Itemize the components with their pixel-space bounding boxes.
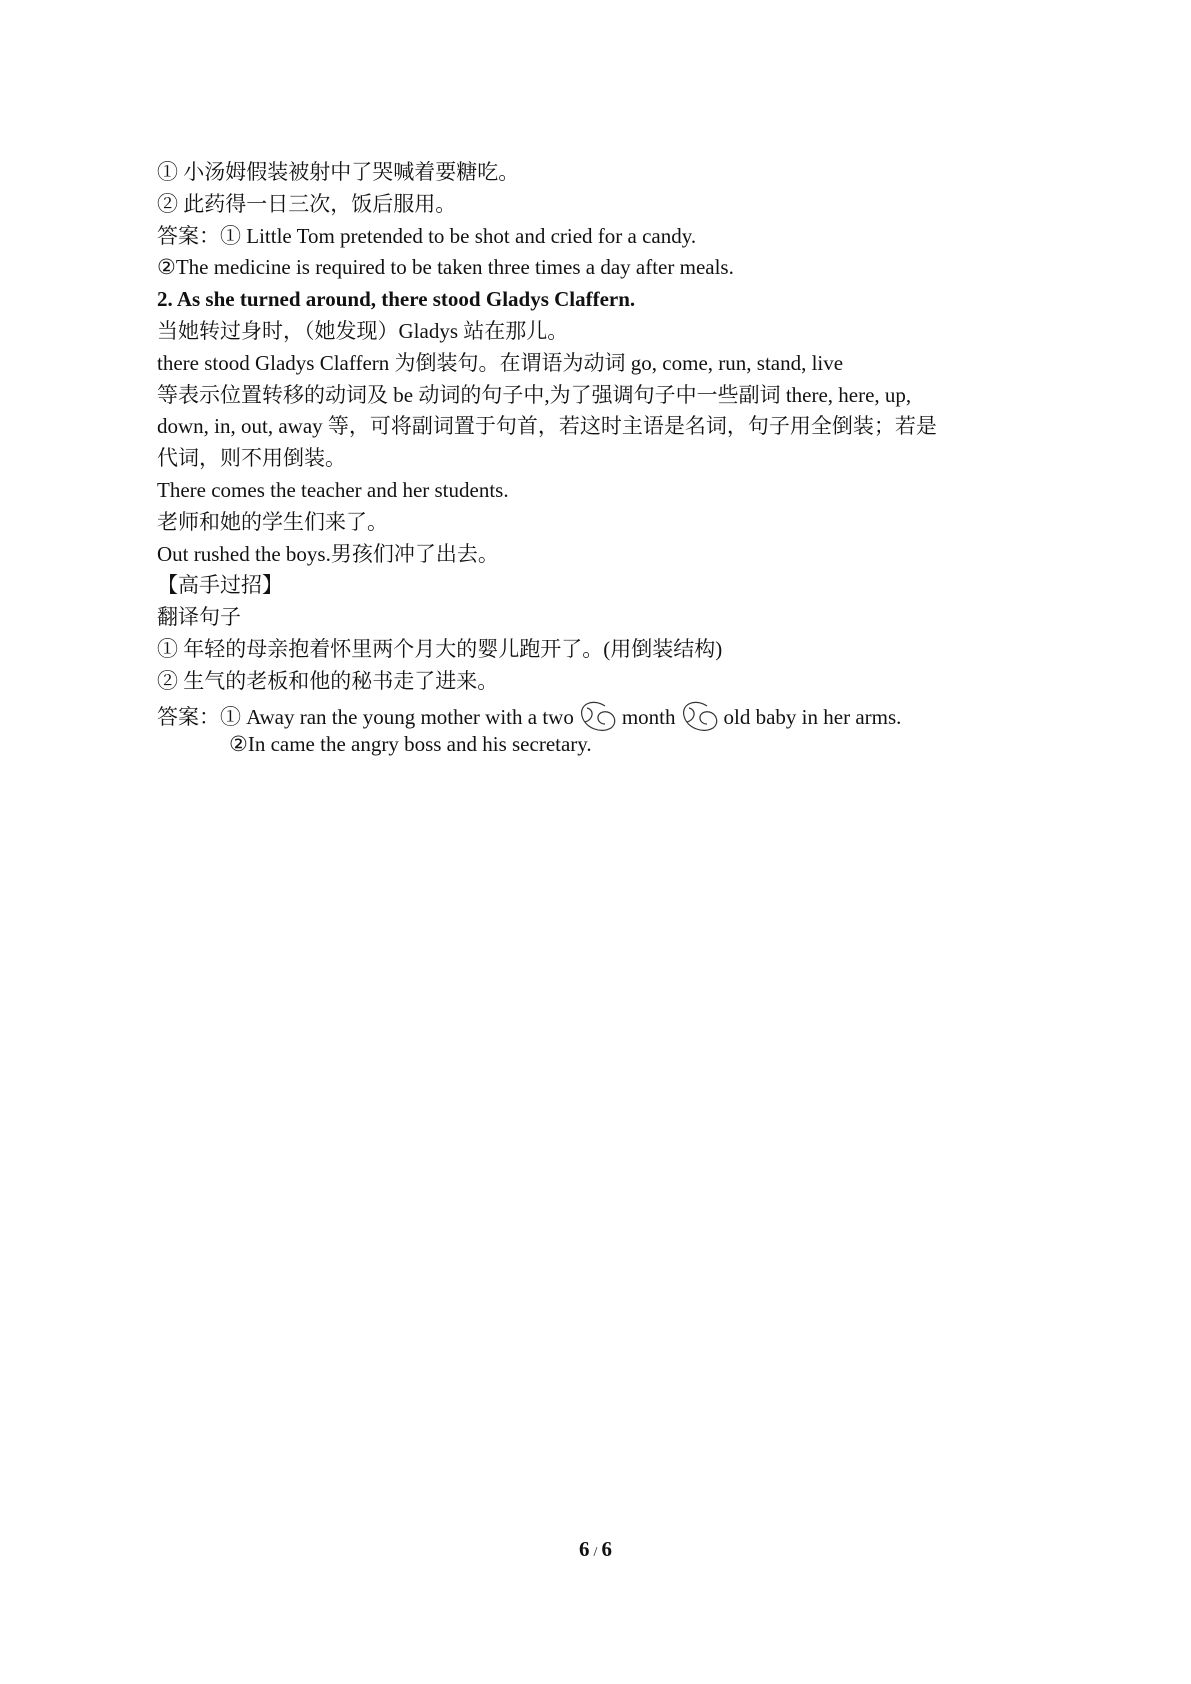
answer-line-2: ②The medicine is required to be taken three times a day after meals. (157, 255, 734, 280)
document-body (157, 157, 1057, 761)
explanation-line-3: down, in, out, away 等，可将副词置于句首，若这时主语是名词，句子用全倒装；若是 (157, 414, 937, 439)
page-number (0, 1537, 1191, 1562)
answer-text-part1: 答案：① Away ran the young mother with a two (157, 704, 574, 729)
practice-answer-line-2: ②In came the angry boss and his secretary. (229, 732, 592, 757)
example-sentence-1: There comes the teacher and her students. (157, 477, 509, 502)
page-current: 6 (579, 1537, 590, 1561)
practice-answer-line-1 (157, 698, 1057, 730)
practice-sentence-1: ① 年轻的母亲抱着怀里两个月大的婴儿跑开了。(用倒装结构) (157, 636, 723, 661)
practice-heading: 【高手过招】 (157, 573, 283, 598)
example-sentence-2: Out rushed the boys.男孩们冲了出去。 (157, 541, 499, 566)
practice-sentence-2: ② 生气的老板和他的秘书走了进来。 (157, 668, 499, 693)
page-total: 6 (601, 1537, 612, 1561)
hyphen-scribble-icon (677, 698, 723, 738)
explanation-line-1: there stood Gladys Claffern 为倒装句。在谓语为动词 go, come, run, stand, live (157, 350, 844, 375)
explanation-line-2: 等表示位置转移的动词及 be 动词的句子中,为了强调句子中一些副词 there, here, up, (157, 382, 912, 407)
answer-line-1: 答案：① Little Tom pretended to be shot and cried for a candy. (157, 223, 697, 248)
exercise-sentence-2: ② 此药得一日三次，饭后服用。 (157, 191, 457, 216)
exercise-sentence-1: ① 小汤姆假装被射中了哭喊着要糖吃。 (157, 160, 520, 184)
section-heading: 2. As she turned around, there stood Gladys Claffern. (157, 287, 636, 312)
translation-line: 当她转过身时，（她发现）Gladys 站在那儿。 (157, 318, 569, 343)
explanation-line-4: 代词，则不用倒装。 (157, 446, 346, 471)
page-separator: / (593, 1545, 598, 1560)
answer-text-part3: old baby in her arms. (723, 704, 902, 729)
answer-text-part2: month (621, 704, 676, 729)
practice-instruction: 翻译句子 (157, 605, 241, 630)
example-translation-1: 老师和她的学生们来了。 (157, 509, 388, 534)
